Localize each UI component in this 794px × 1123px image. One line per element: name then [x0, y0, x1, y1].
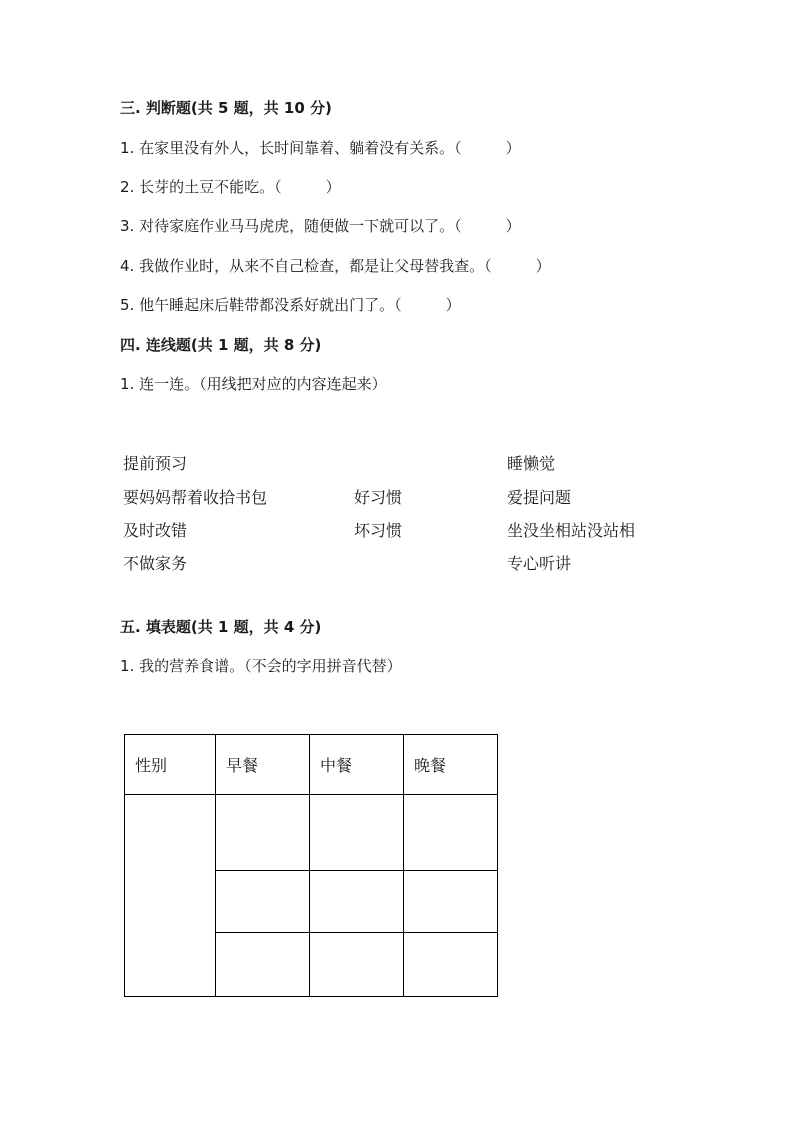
recipe-question: 1. 我的营养食谱。（不会的字用拼音代替）: [120, 657, 402, 675]
question-text: 5. 他午睡起床后鞋带都没系好就出门了。（: [120, 296, 402, 314]
judge-question-1: [120, 137, 521, 158]
paren-close: ）: [505, 217, 521, 235]
header-lunch: 中餐: [310, 735, 404, 795]
question-text: 3. 对待家庭作业马马虎虎，随便做一下就可以了。（: [120, 217, 462, 235]
dinner-cell[interactable]: [404, 871, 498, 933]
paren-close: ）: [325, 178, 341, 196]
judge-question-5: [120, 294, 461, 315]
paren-close: ）: [505, 139, 521, 157]
header-gender: 性别: [125, 735, 216, 795]
dinner-cell[interactable]: [404, 795, 498, 871]
table-header-row: [125, 735, 498, 795]
lunch-cell[interactable]: [310, 871, 404, 933]
paren-close: ）: [535, 257, 551, 275]
header-dinner: 晚餐: [404, 735, 498, 795]
gender-cell[interactable]: [125, 795, 216, 997]
breakfast-cell[interactable]: [216, 871, 310, 933]
right-item-4[interactable]: 专心听讲: [507, 554, 572, 573]
middle-item-bad-habit[interactable]: 坏习惯: [354, 521, 403, 540]
dinner-cell[interactable]: [404, 933, 498, 997]
table-row: [125, 795, 498, 871]
question-text: 1. 在家里没有外人，长时间靠着、躺着没有关系。（: [120, 139, 462, 157]
question-text: 4. 我做作业时，从来不自己检查，都是让父母替我查。（: [120, 257, 492, 275]
right-item-2[interactable]: 爱提问题: [507, 488, 572, 507]
middle-item-good-habit[interactable]: 好习惯: [354, 488, 403, 507]
matching-question: 1. 连一连。（用线把对应的内容连起来）: [120, 375, 387, 393]
paren-close: ）: [445, 296, 461, 314]
section-3-heading: 三. 判断题(共 5 题，共 10 分): [120, 99, 332, 117]
right-item-1[interactable]: 睡懒觉: [507, 454, 556, 473]
question-text: 2. 长芽的土豆不能吃。（: [120, 178, 282, 196]
left-item-4[interactable]: 不做家务: [123, 554, 188, 573]
header-breakfast: 早餐: [216, 735, 310, 795]
right-item-3[interactable]: 坐没坐相站没站相: [507, 521, 636, 540]
judge-question-3: [120, 215, 521, 236]
lunch-cell[interactable]: [310, 795, 404, 871]
left-item-2[interactable]: 要妈妈帮着收拾书包: [123, 488, 268, 507]
judge-question-2: [120, 176, 341, 197]
recipe-table: [124, 734, 498, 997]
left-item-3[interactable]: 及时改错: [123, 521, 188, 540]
breakfast-cell[interactable]: [216, 933, 310, 997]
breakfast-cell[interactable]: [216, 795, 310, 871]
section-5-heading: 五. 填表题(共 1 题，共 4 分): [120, 618, 322, 636]
left-item-1[interactable]: 提前预习: [123, 454, 188, 473]
judge-question-4: [120, 255, 551, 276]
lunch-cell[interactable]: [310, 933, 404, 997]
section-4-heading: 四. 连线题(共 1 题，共 8 分): [120, 336, 322, 354]
